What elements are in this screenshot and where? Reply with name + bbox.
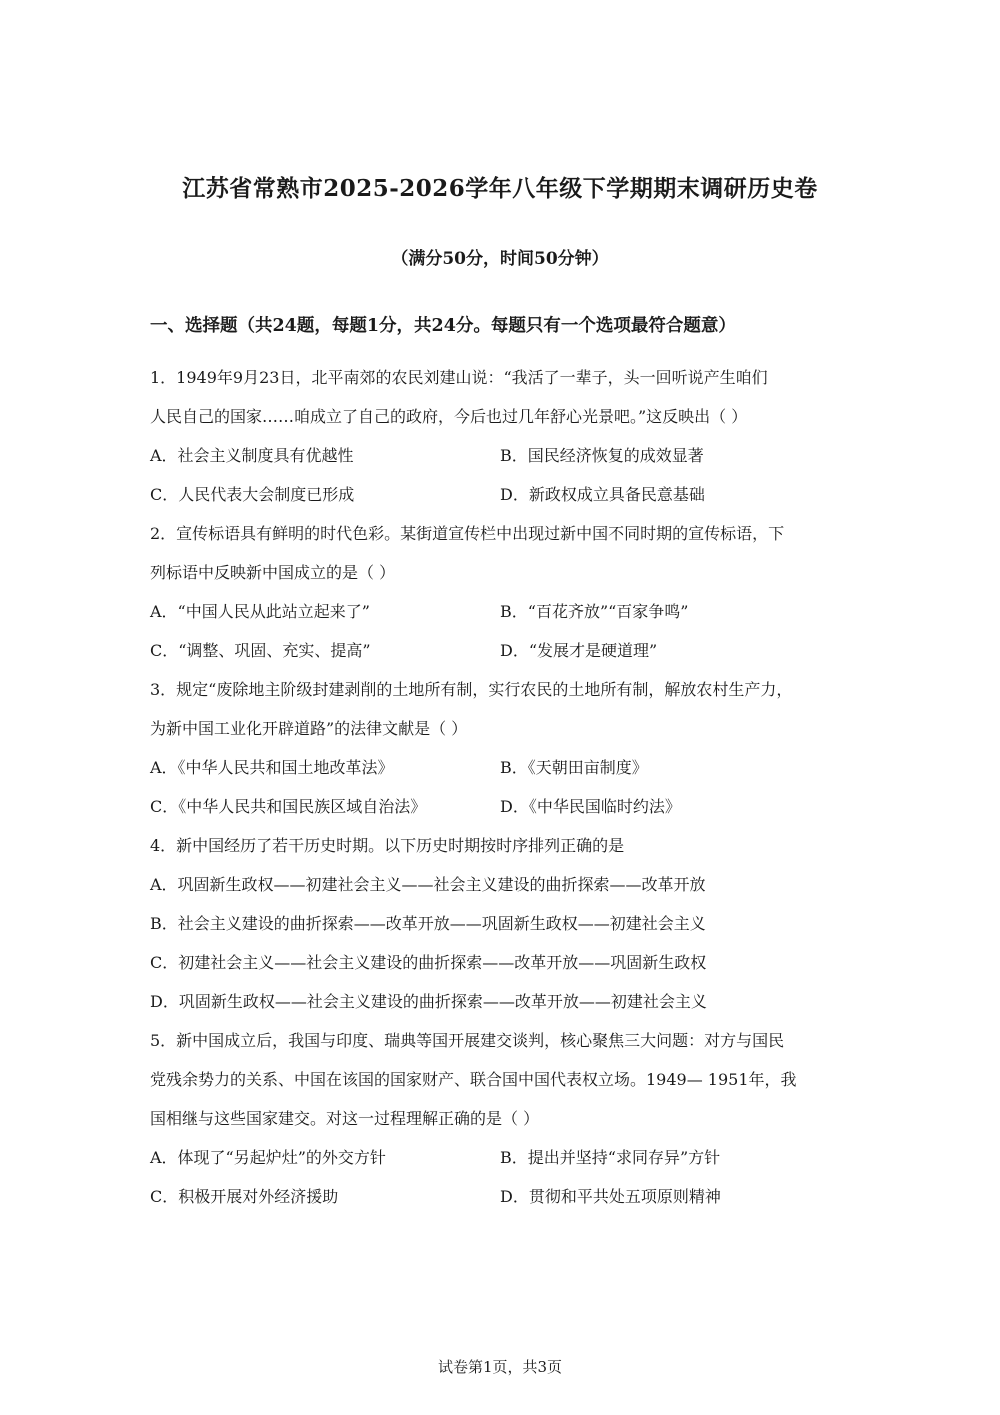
question-5-option-d: D．贯彻和平共处五项原则精神	[500, 1187, 721, 1206]
question-3-option-c: C．《中华人民共和国民族区域自治法》	[150, 797, 427, 816]
question-5-option-a: A．体现了“另起炉灶”的外交方针	[150, 1148, 386, 1167]
question-4-option-c: C．初建社会主义——社会主义建设的曲折探索——改革开放——巩固新生政权	[150, 953, 707, 972]
question-1-line-1: 1．1949年9月23日，北平南郊的农民刘建山说：“我活了一辈子，头一回听说产生咱们	[150, 368, 768, 387]
question-2-option-d: D．“发展才是硬道理”	[500, 641, 658, 660]
question-2-option-c: C．“调整、巩固、充实、提高”	[150, 641, 371, 660]
question-1-option-a: A．社会主义制度具有优越性	[150, 446, 354, 465]
exam-subtitle: （满分50分，时间50分钟）	[391, 249, 609, 269]
question-5-option-b: B．提出并坚持“求同存异”方针	[500, 1148, 721, 1167]
exam-title: 江苏省常熟市2025-2026学年八年级下学期期末调研历史卷	[182, 175, 818, 202]
question-2-option-b: B．“百花齐放”“百家争鸣”	[500, 602, 689, 621]
question-2-line-1: 2．宣传标语具有鲜明的时代色彩。某街道宣传栏中出现过新中国不同时期的宣传标语，下	[150, 524, 785, 543]
question-5-option-c: C．积极开展对外经济援助	[150, 1187, 339, 1206]
question-1-option-c: C．人民代表大会制度已形成	[150, 485, 355, 504]
question-3-line-2: 为新中国工业化开辟道路”的法律文献是（ ）	[150, 719, 468, 738]
section-heading: 一、选择题（共24题，每题1分，共24分。每题只有一个选项最符合题意）	[150, 316, 736, 336]
question-2-line-2: 列标语中反映新中国成立的是（ ）	[150, 563, 396, 582]
page-footer: 试卷第1页，共3页	[437, 1358, 563, 1376]
question-4-option-a: A．巩固新生政权——初建社会主义——社会主义建设的曲折探索——改革开放	[150, 875, 706, 894]
question-5-line-3: 国相继与这些国家建交。对这一过程理解正确的是（ ）	[150, 1109, 540, 1128]
question-4-option-d: D．巩固新生政权——社会主义建设的曲折探索——改革开放——初建社会主义	[150, 992, 707, 1011]
question-5-line-1: 5．新中国成立后，我国与印度、瑞典等国开展建交谈判，核心聚焦三大问题：对方与国民	[150, 1031, 785, 1050]
question-4-option-b: B．社会主义建设的曲折探索——改革开放——巩固新生政权——初建社会主义	[150, 914, 706, 933]
question-3-option-d: D．《中华民国临时约法》	[500, 797, 681, 816]
question-1-option-d: D．新政权成立具备民意基础	[500, 485, 705, 504]
question-2-option-a: A．“中国人民从此站立起来了”	[150, 602, 370, 621]
question-4-line-1: 4．新中国经历了若干历史时期。以下历史时期按时序排列正确的是	[150, 836, 625, 855]
question-1-option-b: B．国民经济恢复的成效显著	[500, 446, 704, 465]
question-5-line-2: 党残余势力的关系、中国在该国的国家财产、联合国中国代表权立场。1949— 1951年，我	[150, 1070, 797, 1089]
question-3-option-a: A．《中华人民共和国土地改革法》	[150, 758, 394, 777]
question-3-line-1: 3．规定“废除地主阶级封建剥削的土地所有制，实行农民的土地所有制，解放农村生产力，	[150, 680, 793, 699]
question-3-option-b: B．《天朝田亩制度》	[500, 758, 648, 777]
question-1-line-2: 人民自己的国家……咱成立了自己的政府，今后也过几年舒心光景吧。”这反映出（ ）	[150, 407, 748, 426]
